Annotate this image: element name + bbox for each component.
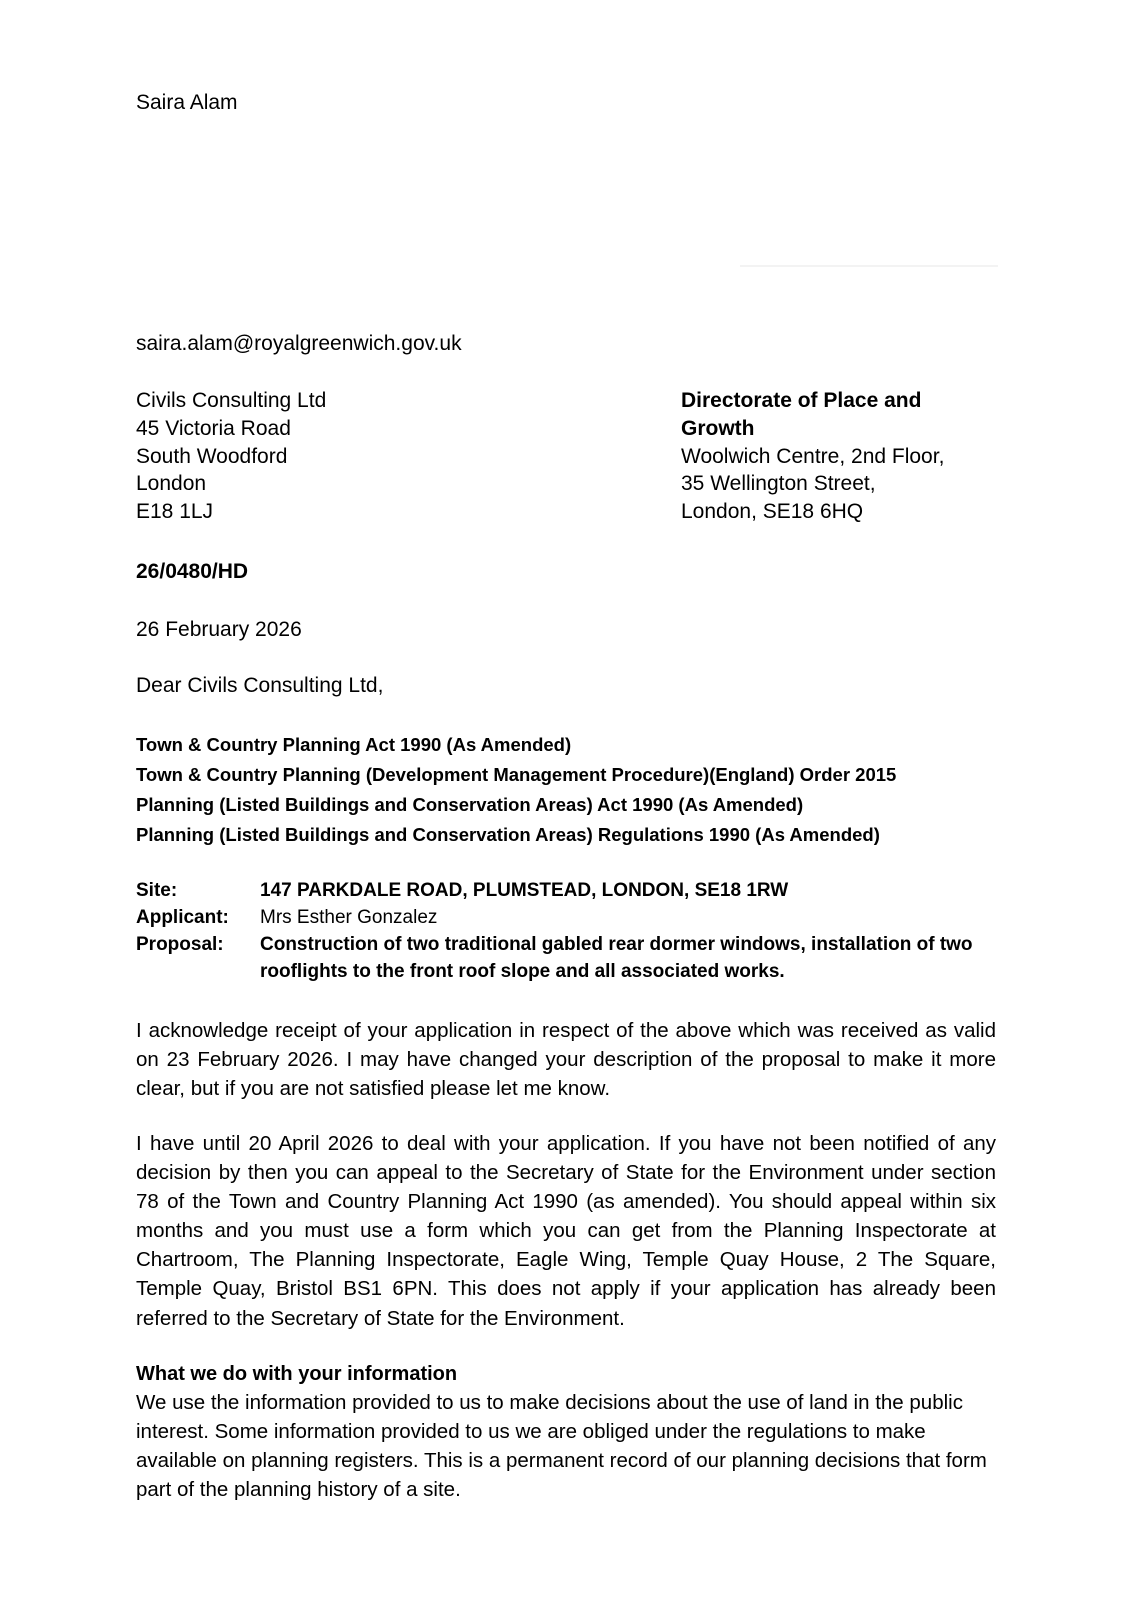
council-addr-line-1: Woolwich Centre, 2nd Floor, [681,444,945,468]
legislation-list [136,730,996,850]
site-value: 147 PARKDALE ROAD, PLUMSTEAD, LONDON, SE18 1RW [260,879,789,901]
recipient-line-1: Civils Consulting Ltd [136,389,327,413]
legislation-item: Town & Country Planning (Development Management Procedure)(England) Order 2015 [136,763,897,785]
site-label: Site: [136,879,178,901]
recipient-address [136,387,681,526]
council-addr-line-2: 35 Wellington Street, [681,472,876,496]
sender-email: saira.alam@royalgreenwich.gov.uk [136,332,462,356]
reference-number: 26/0480/HD [136,559,249,583]
applicant-value: Mrs Esther Gonzalez [260,906,438,928]
recipient-line-2: 45 Victoria Road [136,416,291,440]
salutation: Dear Civils Consulting Ltd, [136,673,384,697]
applicant-label: Applicant: [136,906,229,928]
letter-body [136,0,996,1504]
recipient-line-3: South Woodford [136,444,288,468]
council-dept-line-1: Directorate of Place and [681,389,922,413]
recipient-line-5: E18 1LJ [136,500,214,524]
legislation-item: Town & Country Planning Act 1990 (As Amended) [136,733,572,755]
sender-name: Saira Alam [136,91,238,114]
letter-date: 26 February 2026 [136,617,302,641]
legislation-item: Planning (Listed Buildings and Conservation Areas) Act 1990 (As Amended) [136,793,804,815]
information-heading: What we do with your information [136,1362,458,1385]
legislation-item: Planning (Listed Buildings and Conservation Areas) Regulations 1990 (As Amended) [136,823,880,845]
proposal-label: Proposal: [136,933,224,955]
council-address [681,387,944,526]
address-block [136,387,996,526]
detail-row-proposal [136,932,996,986]
detail-row-site [136,878,996,905]
proposal-value: Construction of two traditional gabled rear dormer windows, installation of two rooflights to the front roof slope and all associated works. [260,933,973,982]
council-dept-line-2: Growth [681,416,755,440]
paragraph-information: We use the information provided to us to make decisions about the use of land in the public interest. Some information provided to us we are obliged under the regulations to make available on planning registers. This is a permanent record of our planning decisions that form part of the planning history of a site. [136,1390,987,1502]
recipient-line-4: London [136,472,207,496]
paragraph-appeal: I have until 20 April 2026 to deal with your application. If you have not been notified of any decision by then you can appeal to the Secretary of State for the Environment under section 78 of the Town and Country Planning Act 1990 (as amended). You should appeal within six months and you must use a form which you can get from the Planning Inspectorate at Chartroom, The Planning Inspectorate, Eagle Wing, Temple Quay House, 2 The Square, Temple Quay, Bristol BS1 6PN. This does not apply if your application has already been referred to the Secretary of State for the Environment. [136,1131,996,1330]
application-details [136,878,996,986]
paragraph-acknowledgement: I acknowledge receipt of your application in respect of the above which was received as valid on 23 February 2026. I may have changed your description of the proposal to make it more clear, but if you are not satisfied please let me know. [136,1018,996,1100]
council-addr-line-3: London, SE18 6HQ [681,500,864,524]
detail-row-applicant [136,905,996,932]
